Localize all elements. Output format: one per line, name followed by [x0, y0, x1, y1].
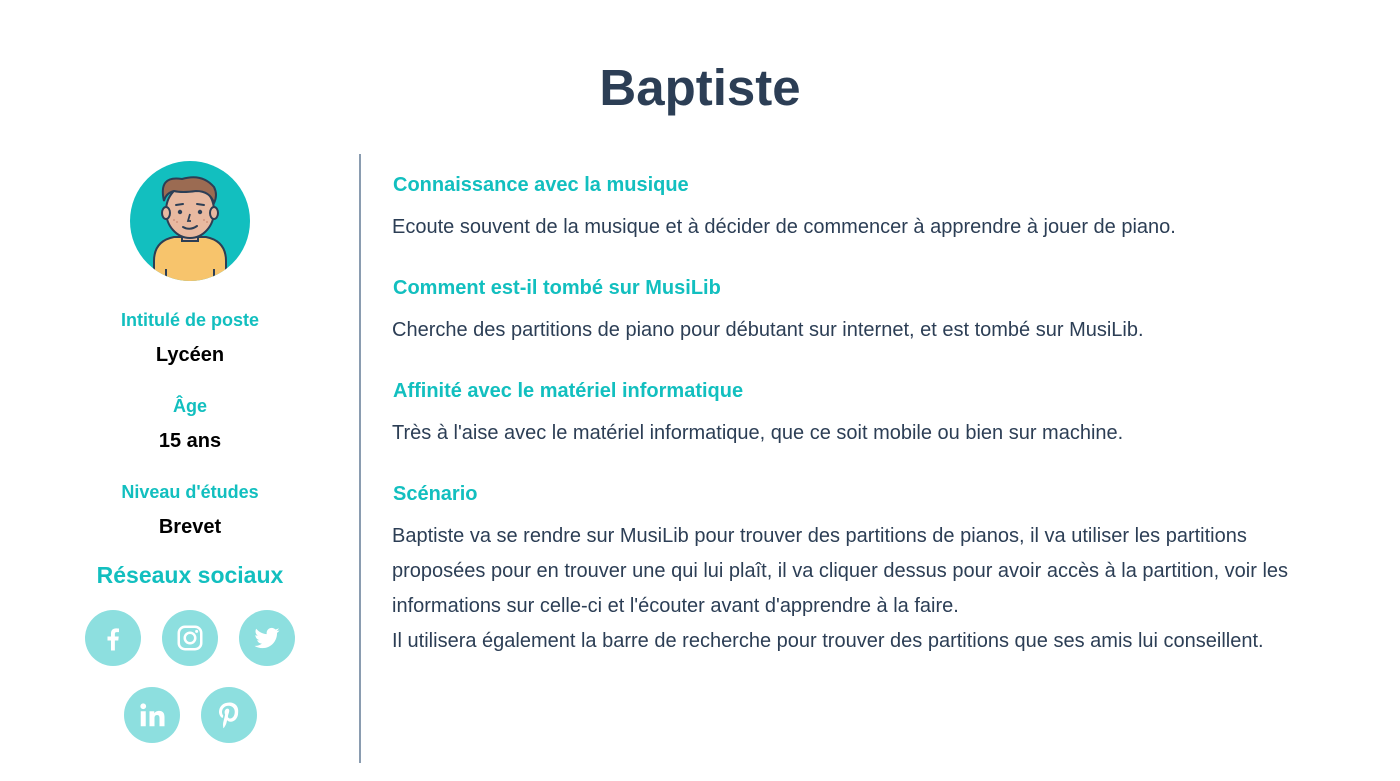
page-title: Baptiste — [599, 59, 801, 116]
section-text: Cherche des partitions de piano pour débutant sur internet, et est tombé sur MusiLib. — [392, 319, 1144, 341]
profile-sidebar — [60, 155, 320, 743]
social-networks-title: Réseaux sociaux — [96, 562, 284, 588]
section-heading: Scénario — [393, 483, 478, 505]
job-title-label: Intitulé de poste — [120, 310, 259, 330]
section-text: Très à l'aise avec le matériel informatique, que ce soit mobile ou bien sur machine. — [392, 422, 1124, 444]
education-label: Niveau d'études — [121, 482, 259, 502]
section-scenario — [392, 481, 1292, 659]
pinterest-link[interactable] — [201, 687, 257, 743]
pinterest-icon — [214, 700, 244, 730]
instagram-icon — [175, 623, 205, 653]
twitter-icon — [252, 623, 282, 653]
vertical-divider — [359, 154, 361, 763]
section-text: Il utilisera également la barre de recherche pour trouver des partitions que ses amis lui conseillent. — [392, 630, 1264, 652]
facebook-icon — [98, 623, 128, 653]
persona-details — [392, 172, 1292, 689]
twitter-link[interactable] — [239, 610, 295, 666]
social-links-row — [60, 610, 320, 666]
section-text: Ecoute souvent de la musique et à décider de commencer à apprendre à jouer de piano. — [392, 216, 1176, 238]
section-heading: Comment est-il tombé sur MusiLib — [393, 277, 721, 299]
linkedin-icon — [137, 700, 167, 730]
instagram-link[interactable] — [162, 610, 218, 666]
section-it-affinity — [392, 378, 1292, 451]
avatar — [130, 161, 250, 281]
job-title-value: Lycéen — [155, 344, 225, 366]
section-music-knowledge — [392, 172, 1292, 245]
section-discovery — [392, 275, 1292, 348]
social-links-row — [60, 687, 320, 743]
age-value: 15 ans — [158, 430, 222, 452]
education-value: Brevet — [158, 516, 222, 538]
section-heading: Connaissance avec la musique — [393, 174, 689, 196]
linkedin-link[interactable] — [124, 687, 180, 743]
age-label: Âge — [172, 396, 207, 416]
section-heading: Affinité avec le matériel informatique — [393, 380, 744, 402]
facebook-link[interactable] — [85, 610, 141, 666]
section-text: Baptiste va se rendre sur MusiLib pour trouver des partitions de pianos, il va utiliser les partitions proposées pour en trouver une qui lui plaît, il va cliquer dessus pour avoir accès à la partition, voir les informations sur celle-ci et l'écouter avant d'apprendre à la faire. — [392, 525, 1289, 617]
